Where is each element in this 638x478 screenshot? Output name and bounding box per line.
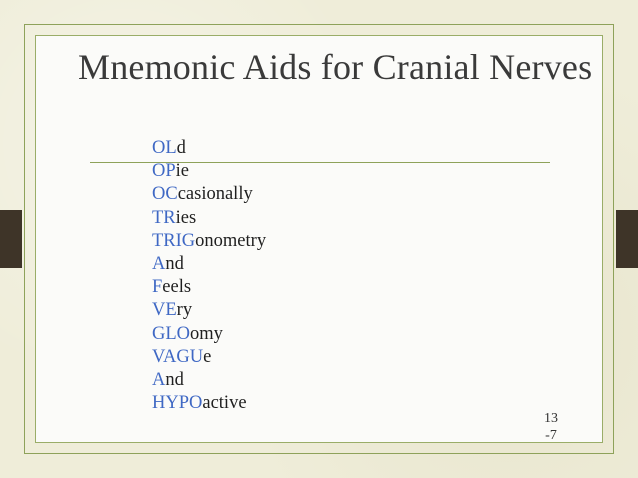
nerve-abbrev: TRIG (152, 230, 196, 251)
word-rest: casionally (177, 184, 253, 205)
mnemonic-line (152, 299, 266, 322)
mnemonic-line (152, 207, 266, 230)
nerve-abbrev: OC (152, 184, 178, 205)
slide-title: Mnemonic Aids for Cranial Nerves (78, 47, 593, 87)
mnemonic-line (152, 323, 266, 346)
word-rest: ry (176, 300, 193, 321)
right-edge-tab (616, 210, 638, 268)
left-edge-tab (0, 210, 22, 268)
word-rest: omy (190, 323, 223, 344)
word-rest: ie (175, 161, 190, 182)
nerve-abbrev: VE (152, 300, 177, 321)
word-rest: active (202, 393, 247, 414)
mnemonic-line (152, 392, 266, 415)
nerve-abbrev: A (152, 254, 166, 275)
nerve-abbrev: VAGU (152, 346, 204, 367)
nerve-abbrev: A (152, 370, 166, 391)
nerve-abbrev: HYPO (152, 393, 203, 414)
word-rest: nd (165, 254, 184, 275)
mnemonic-line (152, 137, 266, 160)
word-rest: e (203, 346, 212, 367)
word-rest: d (176, 138, 186, 158)
nerve-abbrev: F (152, 277, 163, 298)
mnemonic-list (152, 137, 266, 415)
nerve-abbrev: TR (152, 207, 176, 228)
mnemonic-line (152, 183, 266, 206)
word-rest: eels (162, 277, 192, 298)
mnemonic-line (152, 276, 266, 299)
mnemonic-line (152, 230, 266, 253)
nerve-abbrev: OL (152, 138, 177, 158)
page-number-line-1: 13 (544, 411, 558, 426)
nerve-abbrev: OP (152, 161, 176, 182)
word-rest: ies (175, 207, 197, 228)
slide-content-panel (35, 35, 603, 443)
mnemonic-line (152, 346, 266, 369)
mnemonic-line (152, 253, 266, 276)
mnemonic-line (152, 369, 266, 392)
word-rest: onometry (195, 230, 267, 251)
page-number-line-2: -7 (545, 428, 557, 443)
mnemonic-line (152, 160, 266, 183)
word-rest: nd (165, 370, 184, 391)
nerve-abbrev: GLO (152, 323, 191, 344)
page-number (536, 410, 566, 444)
